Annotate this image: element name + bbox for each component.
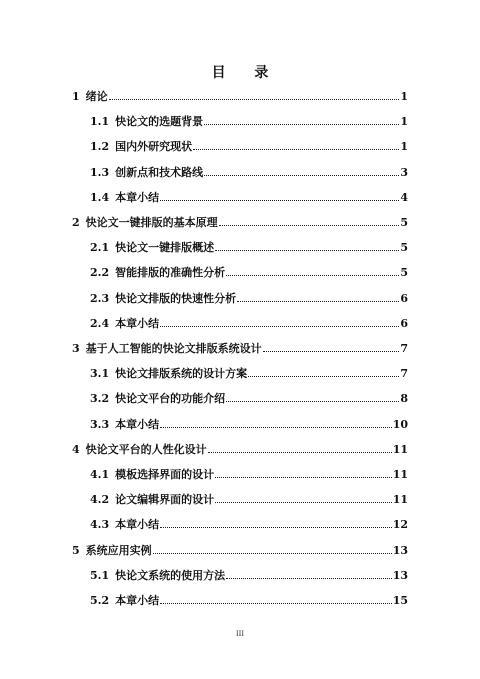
- toc-leader-dots: [153, 552, 392, 554]
- toc-entry-title: 快论文一键排版的基本原理: [85, 216, 218, 229]
- page-number-footer: III: [235, 630, 245, 638]
- toc-entry-page-number: 6: [400, 316, 408, 330]
- toc-entry-title: 系统应用实例: [85, 543, 152, 557]
- toc-leader-dots: [226, 577, 392, 579]
- toc-entry-page-number: 10: [392, 417, 408, 431]
- toc-entry-page-number: 5: [400, 266, 408, 280]
- toc-leader-dots: [160, 426, 392, 428]
- toc-entry-page-number: 4: [400, 190, 408, 204]
- toc-entry-page-number: 7: [400, 342, 408, 355]
- toc-leader-dots: [215, 501, 392, 503]
- toc-entry-number: 3.3: [90, 417, 110, 431]
- toc-leader-dots: [226, 274, 399, 276]
- toc-leader-dots: [215, 476, 392, 478]
- toc-entry-number: 4.2: [90, 493, 110, 507]
- toc-entry-number: 2.2: [90, 266, 110, 280]
- toc-section-entry[interactable]: [90, 416, 408, 432]
- toc-entry-number: 5: [72, 543, 80, 557]
- toc-section-entry[interactable]: [90, 113, 408, 129]
- toc-leader-dots: [160, 602, 392, 604]
- toc-chapter-entry[interactable]: [72, 441, 408, 457]
- toc-entry-page-number: 5: [400, 216, 408, 229]
- toc-leader-dots: [160, 526, 392, 528]
- toc-section-entry[interactable]: [90, 264, 408, 280]
- toc-entry-title: 本章小结: [115, 190, 160, 204]
- toc-leader-dots: [204, 123, 399, 125]
- toc-entry-number: 1: [72, 90, 80, 103]
- toc-entry-number: 3.2: [90, 392, 110, 406]
- toc-leader-dots: [193, 148, 399, 150]
- toc-leader-dots: [248, 375, 399, 377]
- toc-entry-number: 1.2: [90, 140, 110, 154]
- toc-section-entry[interactable]: [90, 390, 408, 406]
- toc-entry-number: 3: [72, 342, 80, 355]
- toc-section-entry[interactable]: [90, 239, 408, 255]
- toc-entry-number: 1.4: [90, 190, 110, 204]
- toc-entry-number: 4.3: [90, 518, 110, 532]
- toc-entry-page-number: 7: [400, 367, 408, 381]
- toc-leader-dots: [237, 300, 399, 302]
- toc-entry-page-number: 15: [392, 594, 408, 607]
- toc-section-entry[interactable]: [90, 466, 408, 482]
- toc-entry-number: 5.2: [90, 594, 110, 607]
- toc-entry-title: 本章小结: [115, 518, 160, 532]
- toc-leader-dots: [219, 224, 400, 226]
- toc-chapter-entry[interactable]: [72, 88, 408, 104]
- toc-leader-dots: [160, 199, 399, 201]
- toc-chapter-entry[interactable]: [72, 340, 408, 356]
- toc-entry-title: 快论文排版的快速性分析: [115, 291, 237, 305]
- toc-entry-page-number: 13: [392, 543, 408, 557]
- toc-entry-number: 5.1: [90, 568, 110, 582]
- toc-section-entry[interactable]: [90, 516, 408, 532]
- toc-entry-page-number: 3: [400, 165, 408, 179]
- toc-section-entry[interactable]: [90, 290, 408, 306]
- toc-leader-dots: [226, 400, 399, 402]
- toc-entry-number: 2.4: [90, 316, 110, 330]
- toc-entry-number: 1.3: [90, 165, 110, 179]
- toc-entry-page-number: 11: [392, 493, 408, 507]
- toc-entry-title: 快论文系统的使用方法: [115, 568, 226, 582]
- toc-entry-number: 3.1: [90, 367, 110, 381]
- toc-section-entry[interactable]: [90, 365, 408, 381]
- toc-entry-title: 快论文排版系统的设计方案: [115, 367, 248, 381]
- toc-chapter-entry[interactable]: [72, 214, 408, 230]
- toc-leader-dots: [215, 249, 399, 251]
- toc-leader-dots: [109, 98, 400, 100]
- toc-entry-page-number: 8: [400, 392, 408, 406]
- toc-entry-page-number: 1: [400, 115, 408, 129]
- toc-entry-title: 本章小结: [115, 417, 160, 431]
- toc-entry-page-number: 5: [400, 241, 408, 255]
- toc-entry-title: 快论文的选题背景: [115, 115, 204, 129]
- toc-section-entry[interactable]: [90, 592, 408, 608]
- toc-section-entry[interactable]: [90, 189, 408, 205]
- toc-entry-page-number: 1: [400, 140, 408, 154]
- toc-section-entry[interactable]: [90, 138, 408, 154]
- toc-section-entry[interactable]: [90, 164, 408, 180]
- toc-entry-number: 4: [72, 442, 80, 456]
- toc-title: 目 录: [211, 65, 281, 81]
- toc-entry-title: 创新点和技术路线: [115, 165, 204, 179]
- toc-entry-page-number: 13: [392, 568, 408, 582]
- toc-entry-number: 4.1: [90, 468, 110, 481]
- toc-entry-number: 2.3: [90, 291, 110, 305]
- toc-entry-page-number: 1: [400, 90, 408, 103]
- toc-leader-dots: [208, 451, 392, 453]
- toc-entry-title: 快论文一键排版概述: [115, 241, 215, 255]
- toc-entry-page-number: 11: [392, 442, 408, 456]
- toc-chapter-entry[interactable]: [72, 542, 408, 558]
- toc-entry-title: 本章小结: [115, 316, 160, 330]
- toc-entry-title: 模板选择界面的设计: [115, 468, 215, 481]
- toc-entry-title: 论文编辑界面的设计: [115, 493, 215, 507]
- toc-entry-title: 快论文平台的功能介绍: [115, 392, 226, 406]
- toc-section-entry[interactable]: [90, 567, 408, 583]
- toc-entry-title: 基于人工智能的快论文排版系统设计: [85, 342, 262, 355]
- toc-entry-page-number: 11: [392, 468, 408, 481]
- toc-leader-dots: [204, 174, 399, 176]
- toc-entry-title: 本章小结: [115, 594, 160, 607]
- toc-entry-number: 1.1: [90, 115, 110, 129]
- toc-section-entry[interactable]: [90, 315, 408, 331]
- toc-section-entry[interactable]: [90, 491, 408, 507]
- toc-leader-dots: [160, 325, 399, 327]
- toc-entry-page-number: 12: [392, 518, 408, 532]
- toc-entry-number: 2.1: [90, 241, 110, 255]
- toc-entry-number: 2: [72, 216, 80, 229]
- toc-leader-dots: [263, 350, 400, 352]
- toc-entry-title: 国内外研究现状: [115, 140, 193, 154]
- toc-entry-title: 智能排版的准确性分析: [115, 266, 226, 280]
- toc-entry-title: 快论文平台的人性化设计: [85, 442, 207, 456]
- toc-entry-page-number: 6: [400, 291, 408, 305]
- toc-entry-title: 绪论: [85, 90, 108, 103]
